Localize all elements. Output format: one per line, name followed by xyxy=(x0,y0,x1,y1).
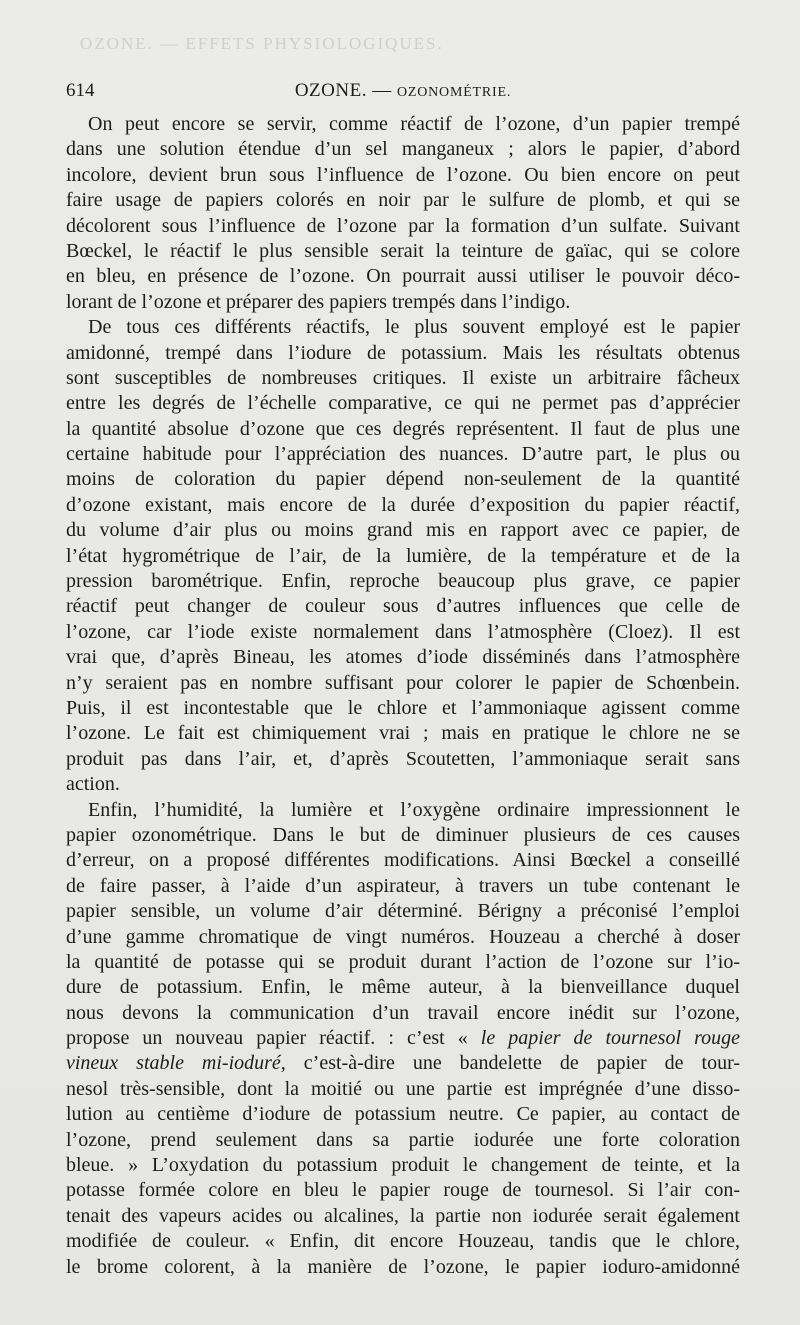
text-line: le brome colorent, à la manière de l’ozone, le papier ioduro-amidonné xyxy=(66,1255,740,1278)
text-line: papier sensible, un volume d’air déterminé. Bérigny a préconisé l’emploi xyxy=(66,900,740,923)
text-line: incolore, devient brun sous l’influence de l’ozone. Ou bien encore on peut xyxy=(66,163,740,186)
text-line: entre les degrés de l’échelle comparative, ce qui ne permet pas d’apprécier xyxy=(66,392,740,415)
text-line: la quantité absolue d’ozone que ces degrés représentent. Il faut de plus une xyxy=(66,417,740,440)
text-line: nesol très-sensible, dont la moitié ou une partie est imprégnée d’une disso- xyxy=(66,1077,740,1100)
text-line: produit pas dans l’air, et, d’après Scoutetten, l’ammoniaque serait sans xyxy=(66,747,740,770)
running-head xyxy=(66,80,740,102)
page-header xyxy=(66,80,740,106)
bleed-through-text: OZONE. — EFFETS PHYSIOLOGIQUES. xyxy=(80,34,444,53)
text-line: modifiée de couleur. « Enfin, dit encore Houzeau, tandis que le chlore, xyxy=(66,1230,740,1253)
text-line: du volume d’air plus ou moins grand mis en rapport avec ce papier, de xyxy=(66,519,740,542)
running-head-subtitle: OZONOMÉTRIE. xyxy=(396,85,512,100)
text-line: l’ozone, car l’iode existe normalement dans l’atmosphère (Cloez). Il est xyxy=(66,620,740,643)
text-line: décolorent sous l’influence de l’ozone par la formation d’un sulfate. Suivant xyxy=(66,214,740,237)
italic-text-run: vineux stable mi-ioduré, xyxy=(66,1052,286,1075)
text-line: dans une solution étendue d’un sel manganeux ; alors le papier, d’abord xyxy=(66,138,740,161)
text-line: action. xyxy=(66,773,120,796)
text-line: bleue. » L’oxydation du potassium produit le changement de teinte, et la xyxy=(66,1154,740,1177)
text-line: dure de potassium. Enfin, le même auteur, à la bienveillance duquel xyxy=(66,976,740,999)
text-line xyxy=(66,1026,740,1051)
text-line: pression barométrique. Enfin, reproche beaucoup plus grave, ce papier xyxy=(66,570,740,593)
page-number: 614 xyxy=(66,80,95,101)
text-line xyxy=(66,1051,740,1076)
text-line: de faire passer, à l’aide d’un aspirateur, à travers un tube contenant le xyxy=(66,874,740,897)
text-line: De tous ces différents réactifs, le plus souvent employé est le papier xyxy=(88,316,740,339)
text-line: faire usage de papiers colorés en noir par le sulfure de plomb, et qui se xyxy=(66,189,740,212)
text-line: n’y seraient pas en nombre suffisant pour colorer le papier de Schœnbein. xyxy=(66,671,740,694)
text-line: tenait des vapeurs acides ou alcalines, la partie non iodurée serait également xyxy=(66,1204,740,1227)
text-line: réactif peut changer de couleur sous d’autres influences que celle de xyxy=(66,595,740,618)
text-line: l’état hygrométrique de l’air, de la lumière, de la température et de la xyxy=(66,544,740,567)
text-line: On peut encore se servir, comme réactif de l’ozone, d’un papier trempé xyxy=(88,113,740,135)
text-line: potasse formée colore en bleu le papier rouge de tournesol. Si l’air con- xyxy=(66,1179,740,1202)
text-run: propose un nouveau papier réactif. : c’est « xyxy=(66,1027,468,1050)
text-line: papier ozonométrique. Dans le but de diminuer plusieurs de ces causes xyxy=(66,823,740,846)
running-head-title: OZONE. — xyxy=(294,80,392,101)
text-line: nous devons la communication d’un travail encore inédit sur l’ozone, xyxy=(66,1001,740,1024)
text-line: lution au centième d’iodure de potassium neutre. Ce papier, au contact de xyxy=(66,1103,740,1126)
text-line: d’ozone existant, mais encore de la durée d’exposition du papier réactif, xyxy=(66,493,740,516)
text-line: certaine habitude pour l’appréciation des nuances. D’autre part, le plus ou xyxy=(66,443,740,466)
text-line: Bœckel, le réactif le plus sensible serait la teinture de gaïac, qui se colore xyxy=(66,239,740,262)
text-run: c’est-à-dire une bandelette de papier de tour- xyxy=(303,1052,740,1075)
text-line: l’ozone, prend seulement dans sa partie iodurée une forte coloration xyxy=(66,1128,740,1151)
text-line: moins de coloration du papier dépend non-seulement de la quantité xyxy=(66,468,740,491)
italic-text-run: le papier de tournesol rouge xyxy=(480,1027,740,1050)
text-line: Enfin, l’humidité, la lumière et l’oxygène ordinaire impressionnent le xyxy=(88,798,740,821)
text-line: sont susceptibles de nombreuses critiques. Il existe un arbitraire fâcheux xyxy=(66,366,740,389)
body-text xyxy=(66,112,740,1280)
text-line: Puis, il est incontestable que le chlore et l’ammoniaque agissent comme xyxy=(66,696,740,719)
text-line: vrai que, d’après Bineau, les atomes d’iode disséminés dans l’atmosphère xyxy=(66,646,740,669)
text-line: en bleu, en présence de l’ozone. On pourrait aussi utiliser le pouvoir déco- xyxy=(66,265,740,288)
text-line: d’une gamme chromatique de vingt numéros. Houzeau a cherché à doser xyxy=(66,925,740,948)
text-line: la quantité de potasse qui se produit durant l’action de l’ozone sur l’io- xyxy=(66,950,740,973)
text-line: lorant de l’ozone et préparer des papiers trempés dans l’indigo. xyxy=(66,290,571,313)
text-line: d’erreur, on a proposé différentes modifications. Ainsi Bœckel a conseillé xyxy=(66,849,740,872)
text-line: amidonné, trempé dans l’iodure de potassium. Mais les résultats obtenus xyxy=(66,341,740,364)
text-line: l’ozone. Le fait est chimiquement vrai ; mais en pratique le chlore ne se xyxy=(66,722,740,745)
